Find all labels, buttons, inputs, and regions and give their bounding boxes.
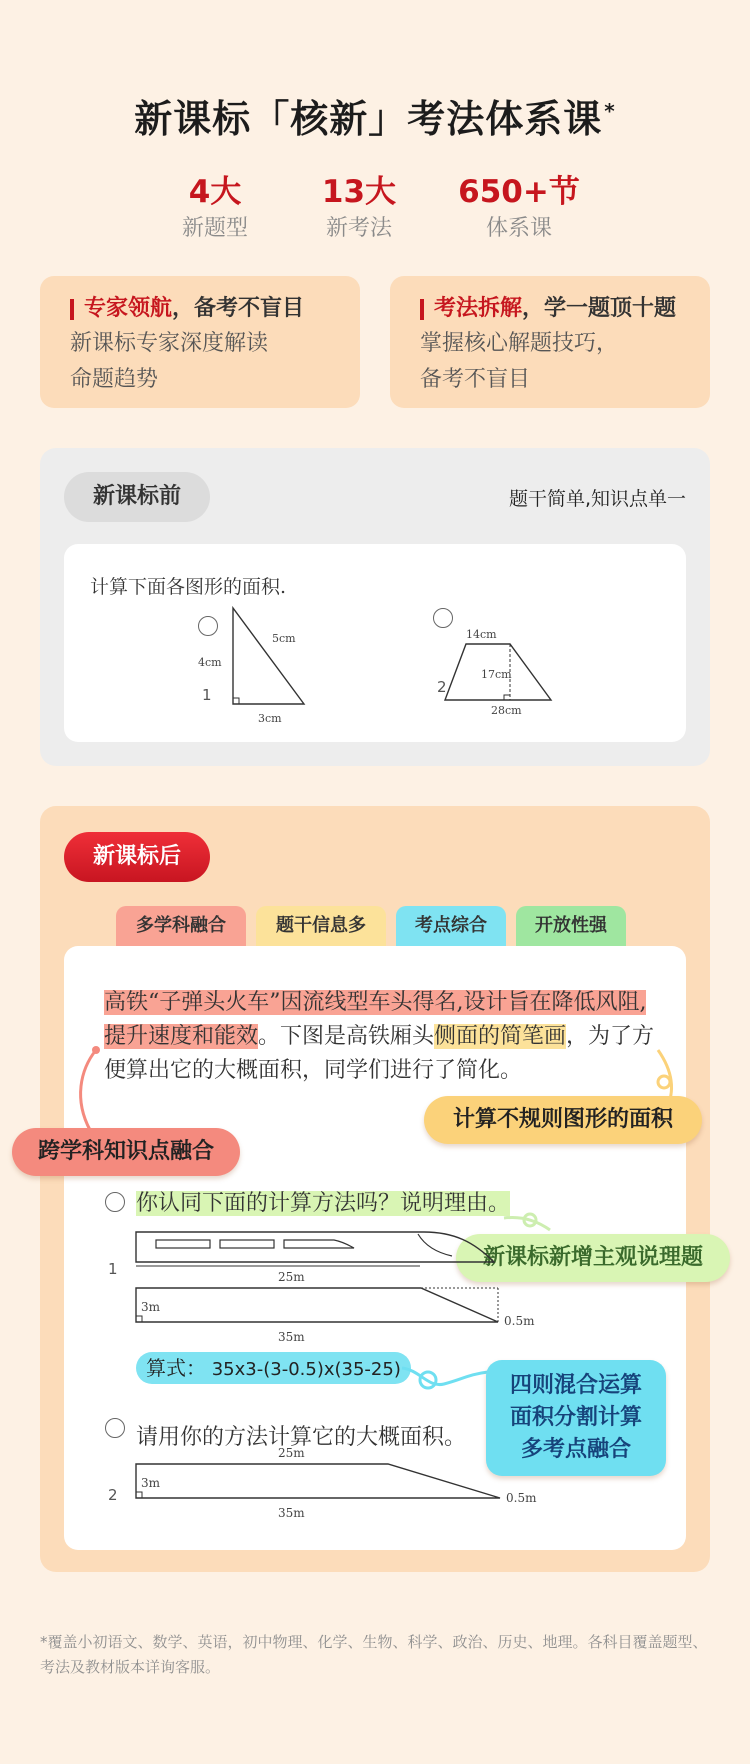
green-connector: [500, 1206, 570, 1236]
before-pill: 新课标前: [64, 472, 210, 522]
before-note: 题干简单,知识点单一: [508, 488, 686, 510]
page-title: [0, 88, 750, 143]
feature-card-expert: [40, 276, 360, 408]
train-height: 3m: [141, 1300, 161, 1314]
triangle-figure: [224, 606, 308, 710]
fig2-bottom: 28cm: [491, 704, 522, 717]
stat-new-methods: [274, 172, 444, 246]
fig1-side-b: 3cm: [258, 712, 282, 725]
fig2-height: 17cm: [481, 668, 512, 681]
after-pill: 新课标后: [64, 832, 210, 882]
footnote: *覆盖小初语文、数学、英语，初中物理、化学、生物、科学、政治、历史、地理。各科目覆盖题型、考法及教材版本详询客服。: [40, 1633, 708, 1676]
train2-height: 3m: [141, 1476, 161, 1490]
answer-circle-icon: [433, 608, 453, 628]
feature-heading: [70, 292, 330, 326]
train2-figure: [134, 1462, 504, 1506]
fig1-hypotenuse: 5cm: [272, 632, 296, 645]
stat-number: 4大: [188, 174, 242, 210]
feature-accent: 考法拆解: [434, 296, 523, 321]
formula-expression: 35x3-(3-0.5)x(35-25): [211, 1359, 401, 1380]
callout-irregular-area: 计算不规则图形的面积: [424, 1096, 702, 1144]
feature-heading-rest: ，学一题顶十题: [522, 296, 677, 321]
question-2-text: 请用你的方法计算它的大概面积。: [136, 1425, 467, 1450]
tag-rich-info: 题干信息多: [256, 906, 386, 946]
before-question-text: 计算下面各图形的面积.: [90, 576, 287, 598]
formula-label: 算式：: [146, 1356, 206, 1380]
paragraph-text: 。下图是高铁厢头: [258, 1024, 435, 1049]
highlight-reasoning: 你认同下面的计算方法吗？说明理由。: [136, 1191, 511, 1216]
answer-circle-icon: [105, 1192, 125, 1212]
tag-multi-subject: 多学科融合: [116, 906, 246, 946]
tag-comprehensive: 考点综合: [396, 906, 506, 946]
stat-label: 新题型: [181, 216, 248, 241]
feature-line: 新课标专家深度解读: [70, 331, 269, 356]
stat-system-lessons: [434, 172, 604, 246]
answer-circle-icon: [198, 616, 218, 636]
tag-open-ended: 开放性强: [516, 906, 626, 946]
train-right-height: 0.5m: [504, 1314, 535, 1328]
train-bottom-length: 35m: [278, 1330, 305, 1344]
question-1-number: 1: [108, 1260, 118, 1278]
callout-cross-subject: 跨学科知识点融合: [12, 1128, 240, 1176]
fig1-side-a: 4cm: [198, 656, 222, 669]
blue-connector: [400, 1352, 492, 1402]
stat-label: 新考法: [325, 216, 392, 241]
feature-line: 掌握核心解题技巧，: [420, 331, 619, 356]
fig1-number: 1: [202, 686, 212, 704]
train-simplified-figure: [134, 1286, 504, 1346]
callout-line: 多考点融合: [520, 1437, 631, 1462]
stat-label: 体系课: [485, 216, 552, 241]
fig2-number: 2: [437, 678, 447, 696]
title-mark: *: [604, 99, 616, 123]
callout-subjective-reasoning: 新课标新增主观说理题: [456, 1234, 730, 1282]
callout-line: 面积分割计算: [509, 1405, 642, 1430]
feature-accent: 专家领航: [84, 296, 173, 321]
answer-circle-icon: [105, 1418, 125, 1438]
feature-heading-rest: ，备考不盲目: [172, 296, 305, 321]
train2-bottom-length: 35m: [278, 1506, 305, 1520]
paragraph-text: ，为了方便算出它的大概面积，同学们进行了简化。: [104, 1024, 655, 1083]
stat-number: 13大: [321, 174, 397, 210]
train-top-length: 25m: [278, 1270, 305, 1284]
page-title-text: 新课标「核新」考法体系课: [134, 97, 603, 141]
feature-line: 命题趋势: [70, 367, 159, 392]
callout-mixed-operations: [486, 1360, 666, 1476]
feature-heading: [420, 292, 680, 326]
callout-line: 四则混合运算: [509, 1373, 642, 1398]
feature-card-method: [390, 276, 710, 408]
stat-number: 650+节: [458, 174, 580, 210]
fig2-top: 14cm: [466, 628, 497, 641]
highlight-cross-subject: 高铁“子弹头火车”因流线型车头得名,设计旨在降低风阻,提升速度和能效: [104, 990, 647, 1049]
question-2-number: 2: [108, 1486, 118, 1504]
feature-line: 备考不盲目: [420, 367, 531, 392]
train2-right-height: 0.5m: [506, 1491, 537, 1505]
highlight-irregular-shape: 侧面的简笔画: [434, 1024, 567, 1049]
formula-line: [136, 1352, 411, 1384]
train2-top-length: 25m: [278, 1446, 305, 1460]
question-1-text: [136, 1186, 510, 1217]
